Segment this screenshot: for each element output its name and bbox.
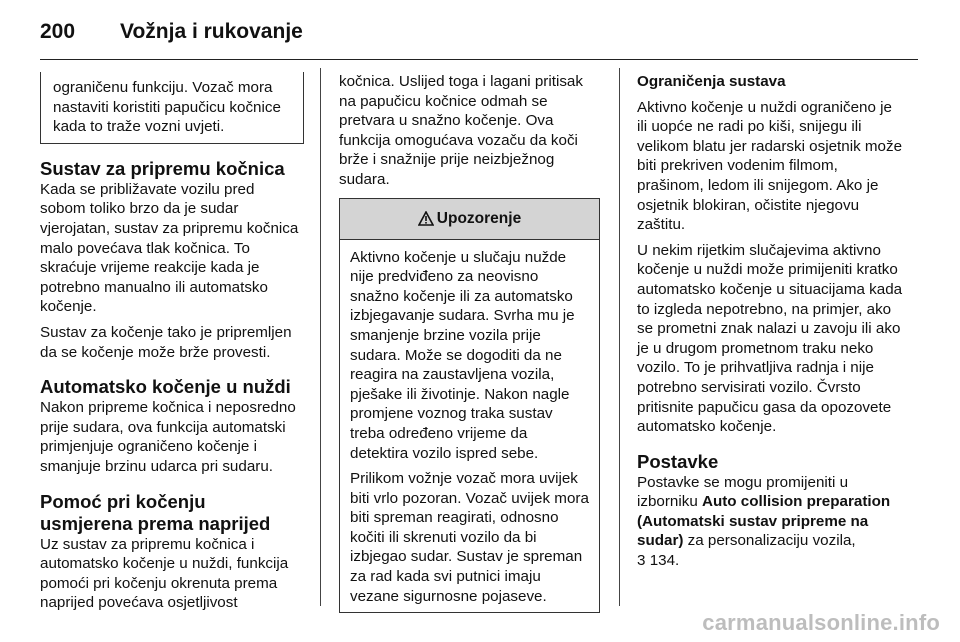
settings-paragraph bbox=[637, 473, 905, 571]
warning-body bbox=[340, 240, 599, 613]
warning-triangle-icon bbox=[418, 211, 434, 226]
warning-box bbox=[339, 198, 600, 614]
section-heading-emergency-braking: Automatsko kočenje u nuždi bbox=[40, 376, 291, 398]
watermark: carmanualsonline.info bbox=[702, 610, 940, 635]
column-3 bbox=[637, 72, 905, 577]
warning-paragraph: Prilikom vožnje vozač mora uvijek biti vrlo pozoran. Vozač uvijek mora biti spreman reagirati, odnosno kočiti ili skrenuti vozilo da bi izbjegao sudar. Sustav je spreman za rad kada svi putnici imaju vezane sigurnosne pojaseve. bbox=[350, 470, 589, 605]
section-heading-brake-prep: Sustav za pripremu kočnica bbox=[40, 157, 285, 179]
paragraph: Kada se približavate vozilu pred sobom toliko brzo da je sudar vjerojatan, sustav za pripremu kočnica malo povećava tlak kočnica. To skraćuje vrijeme reakcije kada je potrebno manualno ili automatsko kočenje. bbox=[40, 180, 299, 316]
subheading-system-limits: Ograničenja sustava bbox=[637, 73, 786, 90]
paragraph: U nekim rijetkim slučajevima aktivno kočenje u nuždi može primijeniti kratko automatsko kočenje u situacijama kada to izgleda nepotrebno, na primjer, ako se prometni znak nalazi u zavoju ili ako je u drugom prometnom traku neko vozilo. To je prihvatljiva radnja i nije potrebno servisirati vozilo. Čvrsto pritisnite papučicu gasa da opozovete automatsko kočenje. bbox=[637, 241, 903, 436]
section-heading-forward-brake-assist: Pomoć pri kočenju usmjerena prema naprijed bbox=[40, 490, 271, 534]
paragraph: Aktivno kočenje u nuždi ograničeno je ili uopće ne radi po kiši, snijegu ili velikom blatu jer radarski osjetnik može biti prekriven vodenim filmom, prašinom, ledom ili snijegom. Ako je osjetnik blokiran, očistite njegovu zaštitu. bbox=[637, 98, 903, 234]
notice-box bbox=[40, 72, 304, 144]
notice-text: ograničenu funkciju. Vozač mora nastaviti koristiti papučicu kočnice kada to traže vozni uvjeti. bbox=[53, 79, 281, 136]
warning-header bbox=[340, 199, 599, 240]
paragraph: Uz sustav za pripremu kočnica i automatsko kočenje u nuždi, funkcija pomoći pri kočenju okrenuta prema naprijed povećava osjetljivost bbox=[40, 535, 289, 612]
column-divider-1 bbox=[320, 68, 321, 606]
warning-title: Upozorenje bbox=[436, 209, 522, 227]
page-reference[interactable]: 134. bbox=[649, 552, 680, 570]
page-number: 200 bbox=[40, 20, 76, 43]
page-reference-arrow-icon: 3 bbox=[637, 552, 646, 570]
header-rule bbox=[40, 59, 918, 60]
paragraph: Sustav za kočenje tako je pripremljen da se kočenje može brže provesti. bbox=[40, 323, 292, 361]
menu-name: Auto collision preparation (Automatski sustav pripreme na sudar) bbox=[637, 493, 891, 550]
settings-text: Postavke se mogu promijeniti u izborniku bbox=[637, 473, 849, 511]
warning-paragraph: Aktivno kočenje u slučaju nužde nije predviđeno za neovisno snažno kočenje ili za automatsko izbjegavanje sudara. Svrha mu je smanjenje brzine vozila prije sudara. Može se dogoditi da ne reagira na zaustavljena vozila, pješake ili životinje. Nakon nagle promjene voznog traka sustav treba određeno vrijeme da detektira vozilo ispred sebe. bbox=[350, 248, 575, 462]
settings-text: za personalizaciju vozila, bbox=[683, 532, 856, 550]
column-divider-2 bbox=[619, 68, 620, 606]
section-heading-settings: Postavke bbox=[637, 450, 719, 472]
column-1 bbox=[40, 72, 304, 619]
paragraph: kočnica. Uslijed toga i lagani pritisak na papučicu kočnice odmah se pretvara u snažno kočenje. Ova funkcija omogućava vozaču da koči brže i snažnije prije neizbježnog sudara. bbox=[339, 73, 583, 188]
paragraph: Nakon pripreme kočnica i neposredno prije sudara, ova funkcija automatski primjenjuje ograničeno kočenje i smanjuje brzinu udarca pri sudaru. bbox=[40, 399, 296, 475]
column-2 bbox=[339, 72, 602, 613]
chapter-title: Vožnja i rukovanje bbox=[120, 20, 303, 43]
